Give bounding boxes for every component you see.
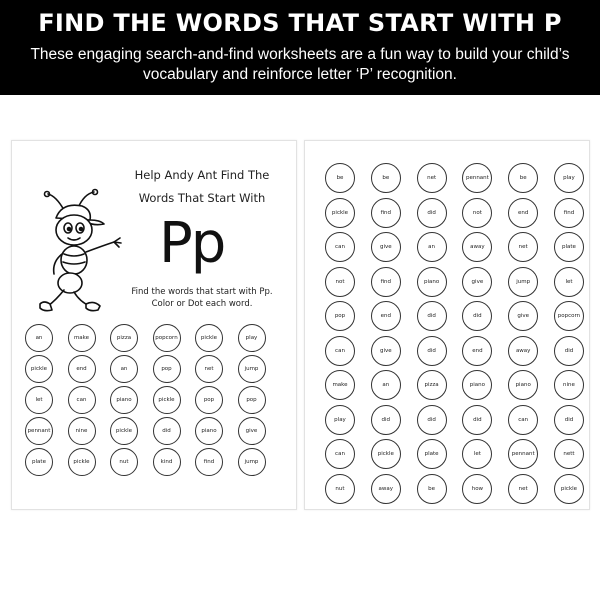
- word-circle[interactable]: piano: [508, 370, 538, 400]
- big-letter-pp: Pp: [159, 211, 225, 276]
- word-circle[interactable]: end: [462, 336, 492, 366]
- word-circle[interactable]: play: [238, 324, 266, 352]
- word-circle[interactable]: did: [417, 336, 447, 366]
- word-circle[interactable]: can: [325, 439, 355, 469]
- word-circle[interactable]: pickle: [110, 417, 138, 445]
- word-circle[interactable]: away: [508, 336, 538, 366]
- word-circle[interactable]: give: [371, 336, 401, 366]
- word-circle[interactable]: did: [462, 405, 492, 435]
- banner-subtitle: These engaging search-and-find worksheets are a fun way to build your child’s vocabulary and reinforce letter ‘P’ recognition.: [30, 46, 570, 83]
- word-row: [325, 163, 600, 196]
- word-circle[interactable]: can: [325, 336, 355, 366]
- word-circle[interactable]: can: [508, 405, 538, 435]
- word-row: [325, 370, 600, 403]
- word-circle[interactable]: net: [195, 355, 223, 383]
- word-circle[interactable]: pennant: [508, 439, 538, 469]
- word-circle[interactable]: find: [554, 198, 584, 228]
- word-circle[interactable]: be: [508, 163, 538, 193]
- word-circle[interactable]: an: [417, 232, 447, 262]
- word-circle[interactable]: plate: [417, 439, 447, 469]
- word-row: [325, 198, 600, 231]
- ant-character-icon: [34, 188, 124, 318]
- word-row: [325, 267, 600, 300]
- word-circle[interactable]: did: [371, 405, 401, 435]
- word-circle[interactable]: did: [417, 301, 447, 331]
- word-circle[interactable]: give: [371, 232, 401, 262]
- word-circle[interactable]: pizza: [417, 370, 447, 400]
- word-circle[interactable]: find: [371, 198, 401, 228]
- word-circle[interactable]: did: [554, 336, 584, 366]
- word-circle[interactable]: let: [462, 439, 492, 469]
- word-row: [25, 324, 280, 354]
- word-circle[interactable]: did: [153, 417, 181, 445]
- word-circle[interactable]: pennant: [462, 163, 492, 193]
- word-circle[interactable]: piano: [462, 370, 492, 400]
- word-circle[interactable]: an: [371, 370, 401, 400]
- word-circle[interactable]: give: [508, 301, 538, 331]
- word-circle[interactable]: pop: [195, 386, 223, 414]
- word-circle[interactable]: piano: [195, 417, 223, 445]
- word-circle[interactable]: nine: [68, 417, 96, 445]
- word-row: [325, 336, 600, 369]
- word-circle[interactable]: give: [462, 267, 492, 297]
- word-row: [325, 439, 600, 472]
- word-circle[interactable]: net: [508, 474, 538, 504]
- word-circle[interactable]: pickle: [325, 198, 355, 228]
- word-circle[interactable]: be: [417, 474, 447, 504]
- word-circle[interactable]: how: [462, 474, 492, 504]
- word-circle[interactable]: be: [325, 163, 355, 193]
- word-circle[interactable]: pickle: [153, 386, 181, 414]
- word-circle[interactable]: away: [371, 474, 401, 504]
- worksheet-page-left: [11, 140, 297, 510]
- word-circle[interactable]: pop: [325, 301, 355, 331]
- word-circle[interactable]: not: [462, 198, 492, 228]
- word-circle[interactable]: pizza: [110, 324, 138, 352]
- word-circle[interactable]: can: [68, 386, 96, 414]
- word-circle[interactable]: popcorn: [153, 324, 181, 352]
- word-circle[interactable]: nut: [110, 448, 138, 476]
- word-circle[interactable]: pickle: [195, 324, 223, 352]
- word-row: [25, 355, 280, 385]
- word-row: [325, 301, 600, 334]
- word-circle[interactable]: nut: [325, 474, 355, 504]
- word-circle[interactable]: pickle: [68, 448, 96, 476]
- word-circle[interactable]: pickle: [371, 439, 401, 469]
- word-circle[interactable]: play: [554, 163, 584, 193]
- word-circle[interactable]: play: [325, 405, 355, 435]
- word-circle[interactable]: did: [417, 198, 447, 228]
- word-circle[interactable]: plate: [25, 448, 53, 476]
- word-row: [25, 417, 280, 447]
- word-circle[interactable]: nine: [554, 370, 584, 400]
- word-circle[interactable]: end: [371, 301, 401, 331]
- word-circle[interactable]: kind: [153, 448, 181, 476]
- word-circle[interactable]: piano: [110, 386, 138, 414]
- word-circle[interactable]: can: [325, 232, 355, 262]
- word-circle[interactable]: net: [417, 163, 447, 193]
- word-circle[interactable]: plate: [554, 232, 584, 262]
- word-circle[interactable]: did: [417, 405, 447, 435]
- word-row: [25, 448, 280, 478]
- word-circle[interactable]: give: [238, 417, 266, 445]
- worksheet-heading-line1: Help Andy Ant Find The: [134, 168, 270, 182]
- word-circle[interactable]: pop: [238, 386, 266, 414]
- header-banner: [0, 0, 600, 95]
- word-circle[interactable]: jump: [508, 267, 538, 297]
- word-circle[interactable]: pennant: [25, 417, 53, 445]
- word-circle[interactable]: an: [25, 324, 53, 352]
- word-circle[interactable]: pickle: [554, 474, 584, 504]
- word-circle[interactable]: nett: [554, 439, 584, 469]
- word-circle[interactable]: be: [371, 163, 401, 193]
- word-row: [325, 474, 600, 507]
- word-grid-right: [325, 163, 600, 508]
- word-circle[interactable]: net: [508, 232, 538, 262]
- word-circle[interactable]: popcorn: [554, 301, 584, 331]
- word-row: [325, 405, 600, 438]
- word-circle[interactable]: make: [68, 324, 96, 352]
- word-circle[interactable]: find: [195, 448, 223, 476]
- word-circle[interactable]: end: [68, 355, 96, 383]
- banner-title: FIND THE WORDS THAT START WITH P: [38, 9, 562, 37]
- word-circle[interactable]: jump: [238, 355, 266, 383]
- word-circle[interactable]: did: [554, 405, 584, 435]
- instruction-line1: Find the words that start with Pp.: [131, 287, 273, 297]
- word-circle[interactable]: pop: [153, 355, 181, 383]
- word-circle[interactable]: end: [508, 198, 538, 228]
- word-circle[interactable]: make: [325, 370, 355, 400]
- word-row: [25, 386, 280, 416]
- worksheet-page-right: [304, 140, 590, 510]
- word-circle[interactable]: let: [25, 386, 53, 414]
- word-circle[interactable]: not: [325, 267, 355, 297]
- word-circle[interactable]: piano: [417, 267, 447, 297]
- word-circle[interactable]: pickle: [25, 355, 53, 383]
- word-circle[interactable]: an: [110, 355, 138, 383]
- word-circle[interactable]: find: [371, 267, 401, 297]
- word-row: [325, 232, 600, 265]
- worksheet-heading-line2: Words That Start With: [138, 191, 266, 205]
- instruction-line2: Color or Dot each word.: [151, 299, 253, 309]
- word-circle[interactable]: away: [462, 232, 492, 262]
- word-circle[interactable]: did: [462, 301, 492, 331]
- word-circle[interactable]: let: [554, 267, 584, 297]
- word-circle[interactable]: jump: [238, 448, 266, 476]
- word-grid-left: [25, 324, 280, 479]
